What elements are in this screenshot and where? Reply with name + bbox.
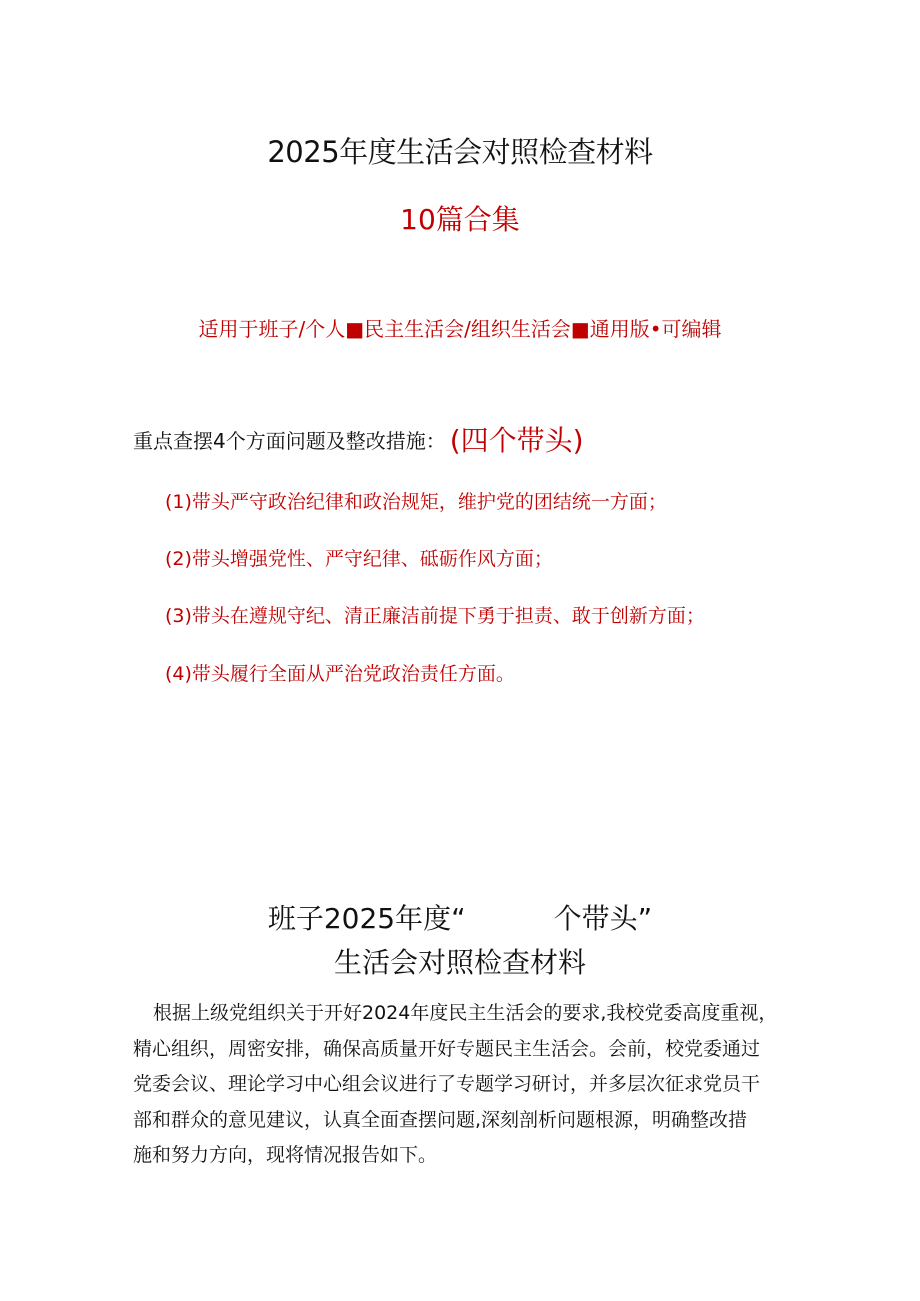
focus-label: 重点查摆4个方面问题及整改措施： <box>133 429 446 453</box>
focus-heading <box>133 417 584 457</box>
paragraph-line-4: 部和群众的意见建议，认真全面查摆问题,深刻剖析问题根源，明确整改措 <box>133 1108 748 1131</box>
applicable-scope: 适用于班子/个人■民主生活会/组织生活会■通用版•可编辑 <box>198 317 722 341</box>
focus-item-1: (1)带头严守政治纪律和政治规矩，维护党的团结统一方面； <box>165 491 667 513</box>
section-title-part-2: 个带头” <box>553 902 653 935</box>
section-paragraph <box>133 996 813 1174</box>
focus-item-4: (4)带头履行全面从严治党政治责任方面。 <box>165 663 515 685</box>
paragraph-line-5: 施和努力方向，现将情况报告如下。 <box>133 1144 438 1166</box>
paragraph-line-3: 党委会议、理论学习中心组会议进行了专题学习研讨，并多层次征求党员干 <box>133 1073 761 1095</box>
section-title-line-1 <box>0 897 920 937</box>
section-title-line-2: 生活会对照检查材料 <box>333 946 586 979</box>
paragraph-line-1-text: 根据上级党组织关于开好2024年度民主生活会的要求,我校党委高度重视， <box>153 1002 778 1024</box>
focus-item-2: (2)带头增强党性、严守纪律、砥砺作风方面； <box>165 548 553 570</box>
document-subtitle: 10篇合集 <box>400 203 520 236</box>
focus-item-3: (3)带头在遵规守纪、清正廉洁前提下勇于担责、敢于创新方面； <box>165 605 705 627</box>
focus-highlight: (四个带头) <box>449 424 584 457</box>
section-title-part-1: 班子2025年度“ <box>267 902 466 935</box>
document-title: 2025年度生活会对照检查材料 <box>267 135 653 169</box>
paragraph-line-1 <box>133 996 813 1032</box>
paragraph-line-2: 精心组织，周密安排，确保高质量开好专题民主生活会。会前，校党委通过 <box>133 1037 761 1060</box>
